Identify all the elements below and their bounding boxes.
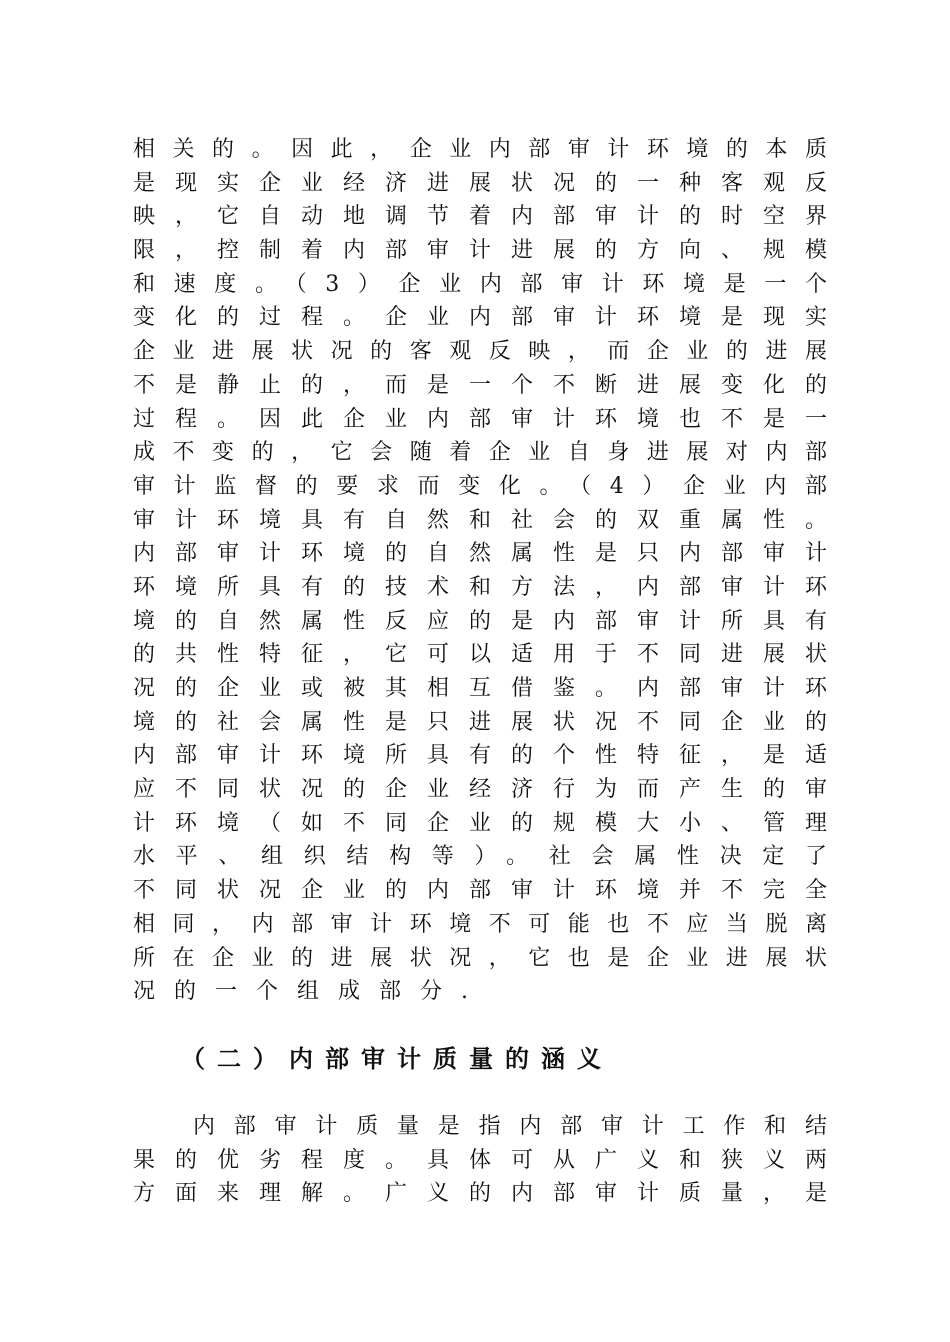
text-line: 水平、组织结构等）。社会属性决定了 [133,844,827,870]
text-line: 果的优劣程度。具体可从广义和狭义两 [133,1147,827,1173]
text-line: 不同状况企业的内部审计环境并不完全 [133,878,827,904]
text-line: 内部审计质量是指内部审计工作和结 [193,1114,827,1139]
text-line: 审计监督的要求而变化。（4）企业内部 [133,473,827,499]
text-line: 和速度。（3）企业内部审计环境是一个 [133,271,827,297]
text-line: 相同，内部审计环境不可能也不应当脱离 [133,911,827,937]
text-line: 应不同状况的企业经济行为而产生的审 [133,777,827,803]
text-line: 境的社会属性是只进展状况不同企业的 [133,709,827,735]
text-line: 过程。因此企业内部审计环境也不是一 [133,406,827,432]
text-line: 映，它自动地调节着内部审计的时空界 [133,204,827,230]
text-line: 所在企业的进展状况，它也是企业进展状 [133,945,827,971]
text-line: 限，控制着内部审计进展的方向、规模 [133,238,827,264]
text-line: 内部审计环境的自然属性是只内部审计 [133,541,827,567]
body-paragraph [133,133,827,1009]
text-line: 况的一个组成部分. [133,979,487,1005]
text-line: 的共性特征，它可以适用于不同进展状 [133,642,827,668]
text-line: 况的企业或被其相互借鉴。内部审计环 [133,676,827,701]
text-line: 成不变的，它会随着企业自身进展对内部 [133,440,827,466]
text-line: 方面来理解。广义的内部审计质量，是 [133,1181,827,1207]
text-line: 环境所具有的技术和方法，内部审计环 [133,574,827,600]
text-line: 相关的。因此，企业内部审计环境的本质 [133,137,827,162]
text-line: 是现实企业经济进展状况的一种客观反 [133,170,827,196]
body-paragraph [133,1110,827,1211]
section-heading: （二）内部审计质量的涵义 [181,1045,613,1073]
text-line: 境的自然属性反应的是内部审计所具有 [133,608,827,634]
text-line: 不是静止的，而是一个不断进展变化的 [133,372,827,398]
text-line: 变化的过程。企业内部审计环境是现实 [133,305,827,331]
text-line: 计环境（如不同企业的规模大小、管理 [133,810,827,836]
text-line: 企业进展状况的客观反映，而企业的进展 [133,339,827,365]
text-line: 内部审计环境所具有的个性特征，是适 [133,743,827,769]
text-line: 审计环境具有自然和社会的双重属性。 [133,507,827,533]
